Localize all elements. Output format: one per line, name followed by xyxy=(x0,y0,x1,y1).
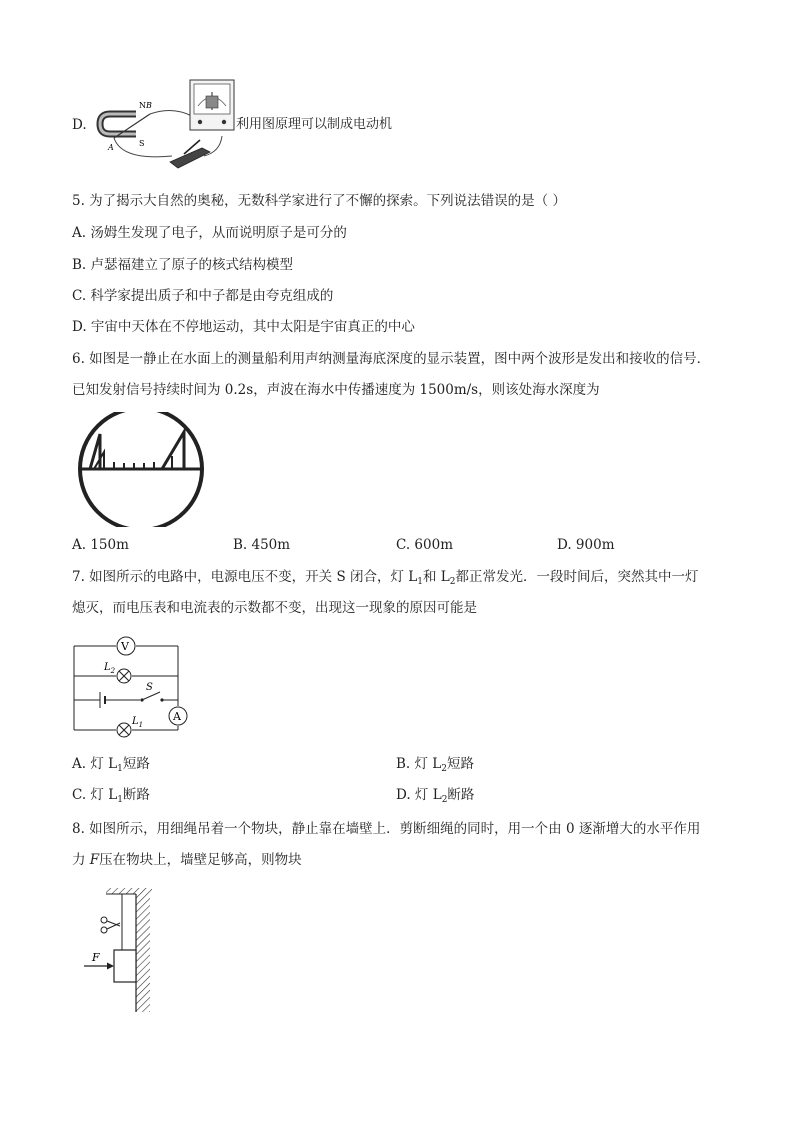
q5-option-d: D. 宇宙中天体在不停地运动，其中太阳是宇宙真正的中心 xyxy=(72,319,415,335)
q7-option-a: A. 灯 $L_1$短路 xyxy=(72,756,150,774)
q7-fig-l2-label: $L_2$ xyxy=(104,662,116,675)
q5-option-b: B. 卢瑟福建立了原子的核式结构模型 xyxy=(72,257,294,273)
q6-stem-line1: 6. 如图是一静止在水面上的测量船利用声纳测量海底深度的显示装置，图中两个波形是发出和接收的信号． xyxy=(72,351,711,367)
q4-fig-n: N xyxy=(139,101,146,110)
q7-stem-line1: 7. 如图所示的电路中，电源电压不变，开关 S 闭合，灯 $L_1$和 $L_2$都正常发光．一段时间后，突然其中一灯 xyxy=(72,569,699,587)
q7-fig-ammeter-label: A xyxy=(173,710,181,723)
q7-option-c: C. 灯 $L_1$断路 xyxy=(72,787,150,805)
q6-option-a: A. 150m xyxy=(72,537,129,553)
scissors-icon xyxy=(101,917,120,933)
q4-option-d-text: 利用图原理可以制成电动机 xyxy=(236,117,393,132)
q7-stem-line2: 熄灭，而电压表和电流表的示数都不变，出现这一现象的原因可能是 xyxy=(72,600,477,616)
q4-fig-s: S xyxy=(139,139,145,148)
q6-sonar-display-figure xyxy=(76,412,206,527)
q7-circuit-figure xyxy=(70,630,195,745)
q6-option-c: C. 600m xyxy=(396,537,453,553)
q6-option-d: D. 900m xyxy=(557,537,615,553)
q8-stem-line2: 力 F压在物块上，墙壁足够高，则物块 xyxy=(72,852,302,868)
q6-option-b: B. 450m xyxy=(233,537,291,553)
q4-fig-a: A xyxy=(108,143,114,152)
q8-wall-block-figure xyxy=(82,888,162,1013)
q8-stem-line1: 8. 如图所示，用细绳吊着一个物块，静止靠在墙壁上．剪断细绳的同时，用一个由 0 逐渐增大的水平作用 xyxy=(72,821,701,837)
q8-fig-force-label: F xyxy=(92,951,100,964)
q7-fig-switch-label: S xyxy=(146,682,153,693)
q5-option-a: A. 汤姆生发现了电子，从而说明原子是可分的 xyxy=(72,225,347,241)
q7-option-b: B. 灯 $L_2$短路 xyxy=(396,756,474,774)
q6-stem-line2: 已知发射信号持续时间为 0.2s，声波在海水中传播速度为 1500m/s，则该处海水深度为 xyxy=(72,382,600,398)
q7-fig-voltmeter-label: V xyxy=(121,640,129,653)
q5-option-c: C. 科学家提出质子和中子都是由夸克组成的 xyxy=(72,288,334,304)
q4-fig-b: B xyxy=(146,101,152,110)
q7-option-d: D. 灯 $L_2$断路 xyxy=(396,787,475,805)
q4-motor-figure xyxy=(92,76,242,176)
q7-fig-l1-label: $L_1$ xyxy=(132,716,144,729)
q4-option-d-label: D. xyxy=(72,117,87,133)
q5-stem: 5. 为了揭示大自然的奥秘，无数科学家进行了不懈的探索。下列说法错误的是（ ） xyxy=(72,193,566,209)
